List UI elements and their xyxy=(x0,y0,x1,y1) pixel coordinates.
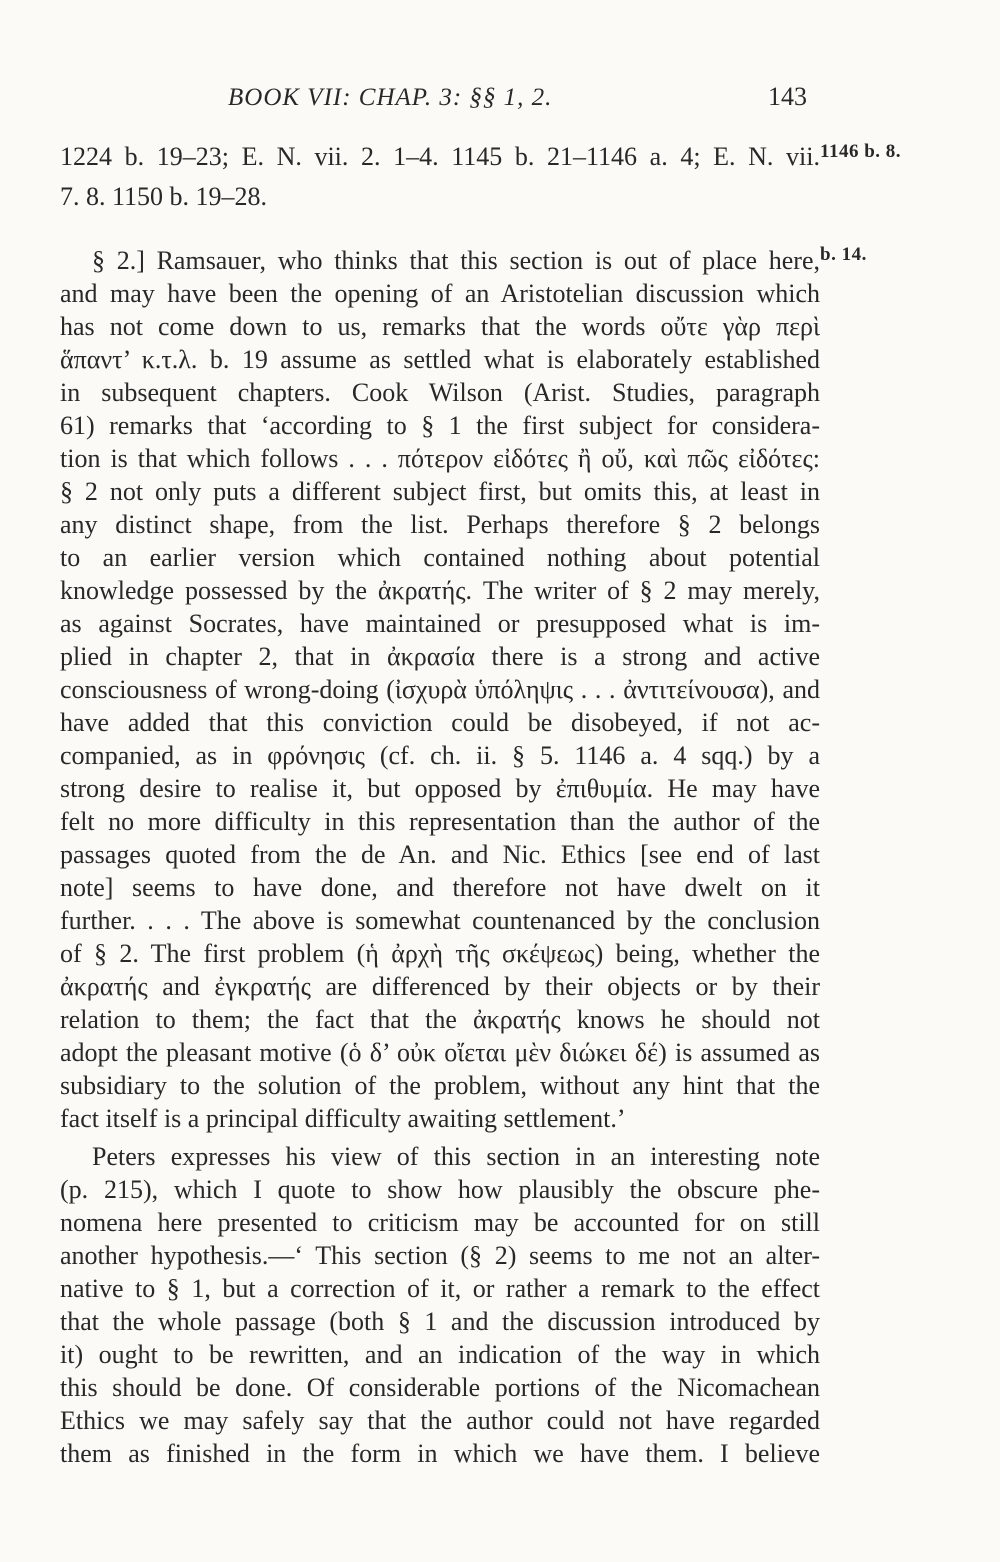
text-line: ἅπαντ’ κ.τ.λ. b. 19 assume as settled what is elaborately established xyxy=(60,345,820,374)
text-line: companied, as in φρόνησις (cf. ch. ii. § 5. 1146 a. 4 sqq.) by a xyxy=(60,741,820,770)
text-line: subsidiary to the solution of the problem, without any hint that the xyxy=(60,1071,820,1100)
text-line: in subsequent chapters. Cook Wilson (Arist. Studies, paragraph xyxy=(60,378,820,407)
text-line: it) ought to be rewritten, and an indication of the way in which xyxy=(60,1340,820,1369)
text-line: plied in chapter 2, that in ἀκρασία there is a strong and active xyxy=(60,642,820,671)
text-line: further. . . . The above is somewhat countenanced by the conclusion xyxy=(60,906,820,935)
text-line: § 2.] Ramsauer, who thinks that this section is out of place here, xyxy=(92,246,820,275)
text-line: passages quoted from the de An. and Nic. Ethics [see end of last xyxy=(60,840,820,869)
text-line: knowledge possessed by the ἀκρατής. The writer of § 2 may merely, xyxy=(60,576,820,605)
text-line: (p. 215), which I quote to show how plausibly the obscure phe- xyxy=(60,1175,820,1204)
text-line: that the whole passage (both § 1 and the discussion introduced by xyxy=(60,1307,820,1336)
text-line: this should be done. Of considerable portions of the Nicomachean xyxy=(60,1373,820,1402)
text-line: felt no more difficulty in this representation than the author of the xyxy=(60,807,820,836)
text-line: 1224 b. 19–23; E. N. vii. 2. 1–4. 1145 b. 21–1146 a. 4; E. N. vii. xyxy=(60,142,820,171)
text-line: to an earlier version which contained nothing about potential xyxy=(60,543,820,572)
running-head: BOOK VII: CHAP. 3: §§ 1, 2. xyxy=(228,84,553,111)
text-line: 61) remarks that ‘according to § 1 the first subject for considera- xyxy=(60,411,820,440)
text-line: 7. 8. 1150 b. 19–28. xyxy=(60,182,268,211)
text-line: § 2 not only puts a different subject first, but omits this, at least in xyxy=(60,477,820,506)
text-line: ἀκρατής and ἐγκρατής are differenced by their objects or by their xyxy=(60,972,820,1001)
page-header xyxy=(0,80,1000,120)
text-line: Ethics we may safely say that the author could not have regarded xyxy=(60,1406,820,1435)
text-line: strong desire to realise it, but opposed by ἐπιθυμία. He may have xyxy=(60,774,820,803)
text-line: adopt the pleasant motive (ὁ δ’ οὐκ οἴεται μὲν διώκει δέ) is assumed as xyxy=(60,1038,820,1067)
text-line: another hypothesis.—‘ This section (§ 2) seems to me not an alter- xyxy=(60,1241,820,1270)
text-line: any distinct shape, from the list. Perhaps therefore § 2 belongs xyxy=(60,510,820,539)
text-line: tion is that which follows . . . πότερον εἰδότες ἢ οὔ, καὶ πῶς εἰδότες: xyxy=(60,444,820,473)
text-line: relation to them; the fact that the ἀκρατής knows he should not xyxy=(60,1005,820,1034)
text-line: fact itself is a principal difficulty awaiting settlement.’ xyxy=(60,1104,626,1133)
page-number: 143 xyxy=(768,82,807,111)
text-line: them as finished in the form in which we have them. I believe xyxy=(60,1439,820,1468)
text-line: of § 2. The first problem (ἡ ἀρχὴ τῆς σκέψεως) being, whether the xyxy=(60,939,820,968)
text-line: nomena here presented to criticism may be accounted for on still xyxy=(60,1208,820,1237)
text-line: as against Socrates, have maintained or presupposed what is im- xyxy=(60,609,820,638)
text-line: have added that this conviction could be disobeyed, if not ac- xyxy=(60,708,820,737)
margin-note-reference: 1146 b. 8. xyxy=(820,141,902,162)
text-line: note] seems to have done, and therefore not have dwelt on it xyxy=(60,873,820,902)
text-line: has not come down to us, remarks that the words οὔτε γὰρ περὶ xyxy=(60,312,820,341)
text-line: native to § 1, but a correction of it, or rather a remark to the effect xyxy=(60,1274,820,1303)
text-line: and may have been the opening of an Aristotelian discussion which xyxy=(60,279,820,308)
margin-note-reference: b. 14. xyxy=(820,244,867,265)
text-line: Peters expresses his view of this section in an interesting note xyxy=(92,1142,820,1171)
text-line: consciousness of wrong-doing (ἰσχυρὰ ὑπόληψις . . . ἀντιτείνουσα), and xyxy=(60,675,820,704)
